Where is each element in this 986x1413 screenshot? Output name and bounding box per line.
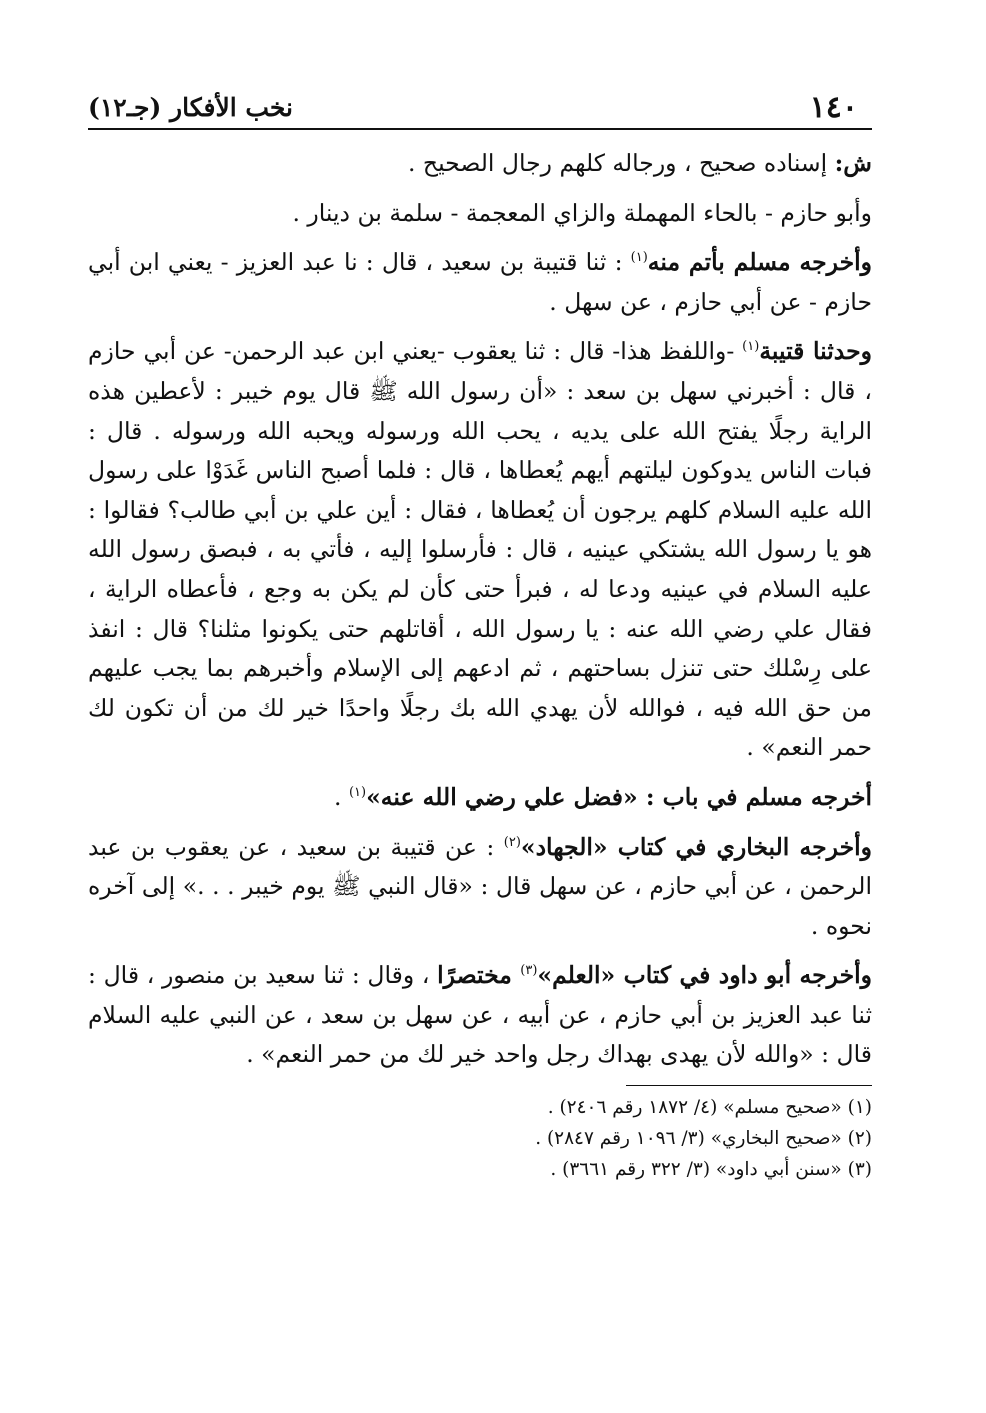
paragraph-bukhari (88, 828, 872, 947)
book-page (88, 84, 872, 1374)
paragraph-body: وأبو حازم - بالحاء المهملة والزاي المعجمة - سلمة بن دينار . (292, 198, 872, 227)
footnotes (88, 1092, 872, 1185)
paragraph-commentary (88, 144, 872, 184)
paragraph-body: : ثنا قتيبة بن سعيد ، قال : نا عبد العزيز - يعني ابن أبي حازم - عن أبي حازم ، عن سهل . (88, 248, 872, 316)
paragraph-lead: أخرجه مسلم في باب : «فضل علي رضي الله عنه» (366, 782, 872, 811)
paragraph-lead: وحدثنا قتيبة (759, 337, 872, 366)
book-title: نخب الأفكار (جـ١٢) (88, 93, 294, 122)
paragraph-body: . (333, 782, 349, 811)
paragraph-lead: وأخرجه مسلم بأتم منه (647, 248, 873, 277)
paragraph-body: إسناده صحيح ، ورجاله كلهم رجال الصحيح . (407, 149, 835, 177)
footnote-item: (١) «صحيح مسلم» (٤/ ١٨٧٢ رقم ٢٤٠٦) . (547, 1097, 872, 1119)
paragraph-body: : عن قتيبة بن سعيد ، عن يعقوب بن عبد الرحمن ، عن أبي حازم ، عن سهل قال : «قال النبي ﷺ يوم خيبر . . .» إلى آخره نحوه . (88, 832, 872, 940)
paragraph-abu-dawud (88, 956, 872, 1075)
paragraph-muslim-chain (88, 243, 872, 322)
paragraph-hadith-text (88, 332, 872, 768)
paragraph-lead: وأخرجه أبو داود في كتاب «العلم» (537, 961, 873, 990)
main-text (88, 144, 872, 1075)
footnote-ref[interactable]: (٢) (503, 834, 521, 850)
footnote-ref[interactable]: (١) (630, 250, 648, 266)
paragraph-body: ، وقال : ثنا سعيد بن منصور ، قال : ثنا عبد العزيز بن أبي حازم ، عن أبيه ، عن سهل بن سعد ، عن النبي عليه السلام قال : «والله لأن يهدى بهداك رجل واحد خير لك من حمر النعم» . (88, 961, 872, 1069)
paragraph-narrator-note (88, 194, 872, 234)
footnote-divider (626, 1085, 872, 1086)
page-number: ١٤٠ (809, 90, 858, 125)
paragraph-muslim-chapter (88, 778, 872, 818)
paragraph-body: -واللفظ هذا- قال : ثنا يعقوب -يعني ابن عبد الرحمن- عن أبي حازم ، قال : أخبرني سهل بن سعد : «أن رسول الله ﷺ قال يوم خيبر : لأعطين هذه الراية رجلًا يفتح الله على يديه ، يحب الله ورسوله ويحبه الله ورسوله . قال : فبات الناس يدوكون ليلتهم أيهم يُعطاها ، قال : فلما أصبح الناس غَدَوْا على رسول الله عليه السلام كلهم يرجون أن يُعطاها ، فقال : أين علي بن أبي طالب؟ فقالوا : هو يا رسول الله يشتكي عينيه ، قال : فأرسلوا إليه ، فأتي به ، فبصق رسول الله عليه السلام في عينيه ودعا له ، فبرأ حتى كأن لم يكن به وجع ، فأعطاه الراية ، فقال علي رضي الله عنه : يا رسول الله ، أقاتلهم حتى يكونوا مثلنا؟ قال : انفذ على رِسْلك حتى تنزل بساحتهم ، ثم ادعهم إلى الإسلام وأخبرهم بما يجب عليهم من حق الله فيه ، فوالله لأن يهدي الله بك رجلًا واحدًا خير لك من أن تكون لك حمر النعم» . (88, 337, 872, 762)
paragraph-lead: ش: (834, 149, 872, 177)
footnote-ref[interactable]: (٣) (520, 963, 538, 979)
footnote-ref[interactable]: (١) (348, 785, 367, 801)
footnote-item: (٣) «سنن أبي داود» (٣/ ٣٢٢ رقم ٣٦٦١) . (550, 1159, 872, 1181)
page-header (88, 84, 872, 130)
footnote-item: (٢) «صحيح البخاري» (٣/ ١٠٩٦ رقم ٢٨٤٧) . (535, 1128, 872, 1150)
paragraph-lead: وأخرجه البخاري في كتاب «الجهاد» (520, 832, 872, 861)
footnote-ref[interactable]: (١) (742, 339, 760, 355)
paragraph-lead-secondary: مختصرًا (437, 961, 521, 990)
